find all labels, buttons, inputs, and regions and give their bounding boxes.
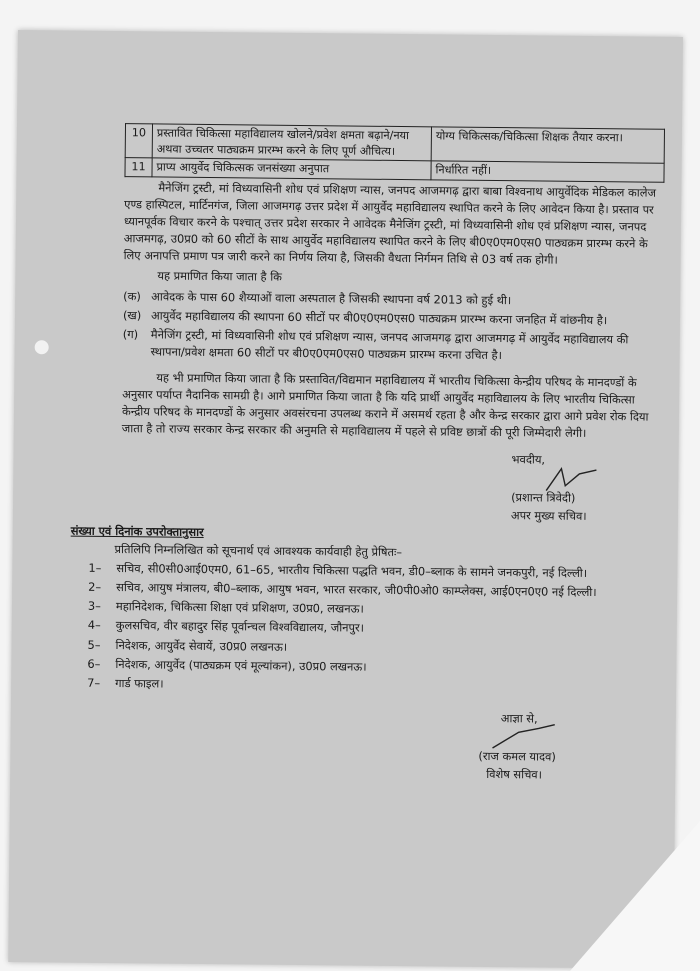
reference-heading: संख्या एवं दिनांक उपरोक्तानुसार <box>70 523 204 540</box>
closing-text: भवदीय, <box>511 452 546 467</box>
list-text: निदेशक, आयुर्वेद (पाठ्यक्रम एवं मूल्यांकन), उ0प्र0 लखनऊ। <box>115 656 367 674</box>
row-item: प्रस्तावित चिकित्सा महाविद्यालय खोलने/प्रवेश क्षमता बढ़ाने/नया अथवा उच्चतर पाठ्यक्रम प्रारम्भ करने के लिए पूर्ण औचित्य। <box>152 124 431 161</box>
document-page <box>8 30 683 969</box>
row-value: योग्य चिकित्सक/चिकित्सा शिक्षक तैयार करना। <box>431 127 664 163</box>
row-item: प्राप्य आयुर्वेद चिकित्सक जनसंख्या अनुपात <box>152 158 431 179</box>
list-text: सचिव, सी0सी0आई0एम0, 61–65, भारतीय चिकित्सा पद्धति भवन, डी0–ब्लाक के सामने जनकपुरी, नई दिल्ली। <box>116 560 588 580</box>
list-marker: 1– <box>88 560 102 575</box>
signer-name: (राज कमल यादव) <box>478 749 556 764</box>
certify-intro: यह प्रमाणित किया जाता है कि <box>157 267 283 284</box>
list-marker: 4– <box>87 618 101 633</box>
certify-list <box>123 288 664 366</box>
punch-hole-left <box>35 340 49 354</box>
copy-intro: प्रतिलिपि निम्नलिखित को सूचनार्थ एवं आवश्यक कार्यवाही हेतु प्रेषितः– <box>114 541 403 559</box>
signature-block-2 <box>478 710 659 792</box>
list-text: आवेदक के पास 60 शैय्याओं वाला अस्पताल है जिसकी स्थापना वर्ष 2013 को हुई थी। <box>151 289 512 307</box>
row-number: 11 <box>125 158 152 177</box>
list-marker: (क) <box>123 288 141 304</box>
list-item <box>87 675 659 698</box>
list-text: निदेशक, आयुर्वेद सेवायें, उ0प्र0 लखनऊ। <box>115 637 288 654</box>
row-value: निर्धारित नहीं। <box>431 161 664 182</box>
signer-title: विशेष सचिव। <box>486 767 543 782</box>
paragraph-certification: यह भी प्रमाणित किया जाता है कि प्रस्तावित/विद्यमान महाविद्यालय में भारतीय चिकित्सा केन्द्रीय परिषद के मानदण्डों के अनुसार पर्याप्त नैदानिक सामग्री है। आगे प्रमाणित किया जाता है कि यदि प्रार्थी आयुर्वेद महाविद्यालय के लिए भारतीय चिकित्सा केन्द्रीय परिषद के मानदण्डों के अनुसार अवसंरचना उपलब्ध कराने में असमर्थ रहता है और केन्द्र सरकार द्वारा आगे प्रवेश रोक दिया जाता है तो राज्य सरकार केन्द्र सरकार की अनुमति से महाविद्यालय में पहले से प्रविष्ट छात्रों की पूरी जिम्मेदारी लेगी। <box>121 369 649 441</box>
list-text: महानिदेशक, चिकित्सा शिक्षा एवं प्रशिक्षण, उ0प्र0, लखनऊ। <box>115 599 364 616</box>
list-text: कुलसचिव, वीर बहादुर सिंह पूर्वान्चल विश्वविद्यालय, जौनपुर। <box>115 618 365 636</box>
row-number: 10 <box>125 124 152 158</box>
list-text: मैनेजिंग ट्रस्टी, मां विध्यवासिनी शोध एवं प्रशिक्षण न्यास, जनपद आजमगढ़ द्वारा आजमगढ़ में आयुर्वेद महाविद्यालय की स्थापना/प्रवेश क्षमता 60 सीटों पर बी0ए0एम0एस0 पाठ्यक्रम प्रारम्भ करना उचित है। <box>150 327 629 363</box>
copy-list <box>87 560 660 698</box>
table-row <box>125 124 664 164</box>
list-marker: 2– <box>88 579 102 594</box>
list-marker: 5– <box>87 637 101 652</box>
signer-title: अपर मुख्य सचिव। <box>510 508 587 524</box>
list-marker: (ग) <box>122 327 139 342</box>
list-text: आयुर्वेद महाविद्यालय की स्थापना 60 सीटों पर बी0ए0एम0एस0 पाठ्यक्रम प्रारम्भ करना जनहित में वांछनीय है। <box>150 308 608 328</box>
list-text: गार्ड फाइल। <box>115 676 164 691</box>
signer-name: (प्रशान्त त्रिवेदी) <box>511 490 576 506</box>
list-text: सचिव, आयुष मंत्रालय, बी0–ब्लाक, आयुष भवन, भारत सरकार, जी0पी0ओ0 काम्प्लेक्स, आई0एन0ए0 नई दिल्ली। <box>116 580 597 600</box>
copy-section <box>69 523 661 698</box>
list-marker: (ख) <box>122 308 142 323</box>
order-text: आज्ञा से, <box>500 711 538 726</box>
paragraph-application: मैनेजिंग ट्रस्टी, मां विध्यवासिनी शोध एवं प्रशिक्षण न्यास, जनपद आजमगढ़ द्वारा बाबा विश्वनाथ आयुर्वेदिक मेडिकल कालेज एण्ड हास्पिटल, मार्टिनगंज, जिला आजमगढ़ उत्तर प्रदेश में आयुर्वेद महाविद्यालय स्थापित करने के लिए आवेदन किया है। प्रस्ताव पर ध्यानपूर्वक विचार करने के पश्चात् उत्तर प्रदेश सरकार ने आवेदक मैनेजिंग ट्रस्टी, मां विध्यवासिनी शोध एवं प्रशिक्षण न्यास, जनपद आजमगढ़, उ0प्र0 को 60 सीटों के साथ आयुर्वेद महाविद्यालय स्थापित करने के लिए बी0ए0एम0एस0 पाठ्यक्रम प्रारम्भ करने के लिए अनापत्ति प्रमाण पत्र जारी करने का निर्णय लिया है, जिसकी वैधता निर्गमन तिथि से 03 वर्ष तक होगी। <box>123 179 657 267</box>
info-table <box>124 123 665 182</box>
list-item <box>123 326 663 366</box>
document-body <box>70 123 665 792</box>
list-marker: 7– <box>87 675 101 690</box>
list-marker: 6– <box>87 656 101 671</box>
list-marker: 3– <box>87 598 101 614</box>
signature-block-1 <box>511 452 662 530</box>
